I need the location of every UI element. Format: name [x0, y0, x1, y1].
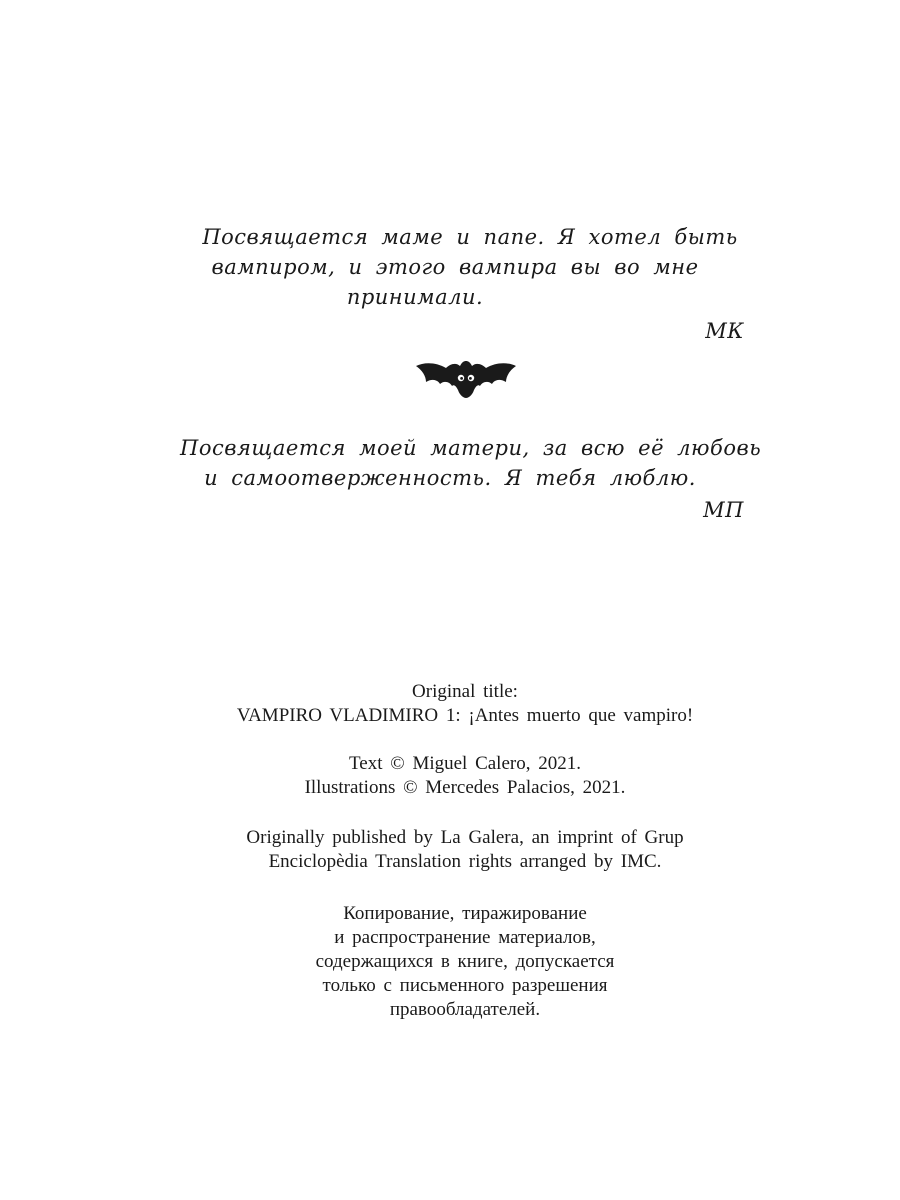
credits-block: [150, 752, 780, 800]
publishing-line: Enciclopèdia Translation rights arranged by IMC.: [268, 851, 662, 872]
original-title: VAMPIRO VLADIMIRO 1: ¡Antes muerto que vampiro!: [236, 705, 694, 726]
copy-notice-line: содержащихся в книге, допускается: [315, 951, 615, 972]
illustrations-credit: Illustrations © Mercedes Palacios, 2021.: [304, 777, 626, 798]
copy-notice-block: [150, 902, 780, 1022]
dedication-parents: [190, 222, 750, 346]
original-title-label: Original title:: [412, 681, 518, 702]
copy-notice-line: Копирование, тиражирование: [343, 903, 587, 924]
dedication-line: Посвящается моей матери, за всю её любовь: [180, 436, 762, 460]
dedication-line: и самоотверженность. Я тебя люблю.: [204, 466, 696, 490]
original-title-block: [150, 680, 780, 728]
bat-icon: [414, 352, 518, 400]
dedication-line: Посвящается маме и папе. Я хотел быть: [202, 225, 738, 249]
text-credit: Text © Miguel Calero, 2021.: [349, 753, 581, 774]
publishing-block: [150, 826, 780, 874]
dedication-signature: МП: [703, 498, 744, 522]
copy-notice-line: только с письменного разрешения: [322, 975, 608, 996]
dedication-signature: МК: [705, 319, 744, 343]
publishing-line: Originally published by La Galera, an imprint of Grup: [246, 827, 684, 848]
copy-notice-line: правообладателей.: [389, 999, 541, 1020]
dedication-line: вампиром, и этого вампира вы во мне: [211, 255, 699, 279]
copy-notice-line: и распространение материалов,: [334, 927, 596, 948]
dedication-mother: [180, 433, 762, 525]
dedication-line: принимали.: [346, 285, 484, 309]
